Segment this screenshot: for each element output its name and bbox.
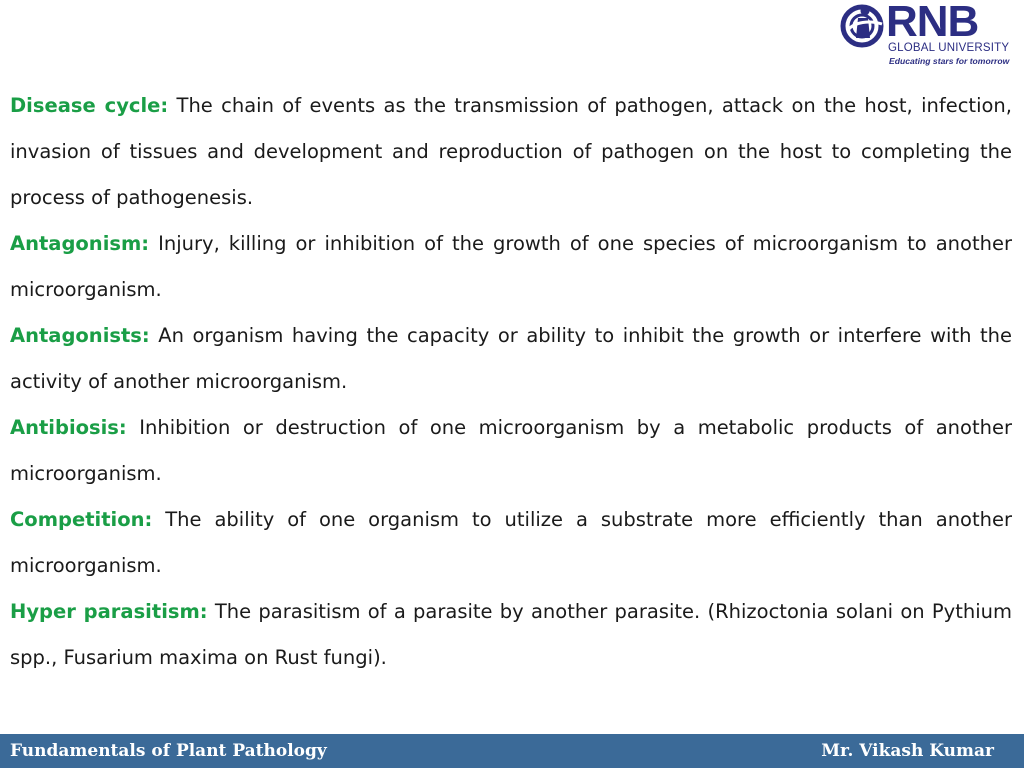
definitions-list <box>10 83 1012 681</box>
definition-term: Antagonism: <box>10 232 150 255</box>
footer-bar <box>0 734 1024 768</box>
definition-term: Disease cycle: <box>10 94 169 117</box>
logo-name: RNB <box>886 0 979 46</box>
definition-item <box>10 313 1012 405</box>
definition-text: The ability of one organism to utilize a substrate more efficiently than another microorganism. <box>10 508 1012 577</box>
definition-term: Competition: <box>10 508 153 531</box>
rnb-star-logo-icon <box>840 2 888 48</box>
definition-text: Inhibition or destruction of one microorganism by a metabolic products of another microorganism. <box>10 416 1012 485</box>
footer-author: Mr. Vikash Kumar <box>821 741 994 761</box>
definition-text: The parasitism of a parasite by another parasite. (Rhizoctonia solani on Pythium spp., Fusarium maxima on Rust fungi). <box>10 600 1012 669</box>
definition-text: An organism having the capacity or ability to inhibit the growth or interfere with the activity of another microorganism. <box>10 324 1012 393</box>
definition-text: Injury, killing or inhibition of the growth of one species of microorganism to another microorganism. <box>10 232 1012 301</box>
definition-term: Antibiosis: <box>10 416 127 439</box>
definition-item <box>10 497 1012 589</box>
definition-term: Antagonists: <box>10 324 150 347</box>
definition-term: Hyper parasitism: <box>10 600 208 623</box>
definition-item <box>10 83 1012 221</box>
footer-course-title: Fundamentals of Plant Pathology <box>10 741 327 761</box>
logo-tagline: Educating stars for tomorrow <box>889 56 1010 66</box>
definition-item <box>10 405 1012 497</box>
definition-item <box>10 221 1012 313</box>
university-logo <box>836 0 1024 72</box>
definition-item <box>10 589 1012 681</box>
logo-subtitle: GLOBAL UNIVERSITY <box>888 42 1010 54</box>
definition-text: The chain of events as the transmission of pathogen, attack on the host, infection, invasion of tissues and development and reproduction of pathogen on the host to completing the process of pathogenesis. <box>10 94 1012 209</box>
